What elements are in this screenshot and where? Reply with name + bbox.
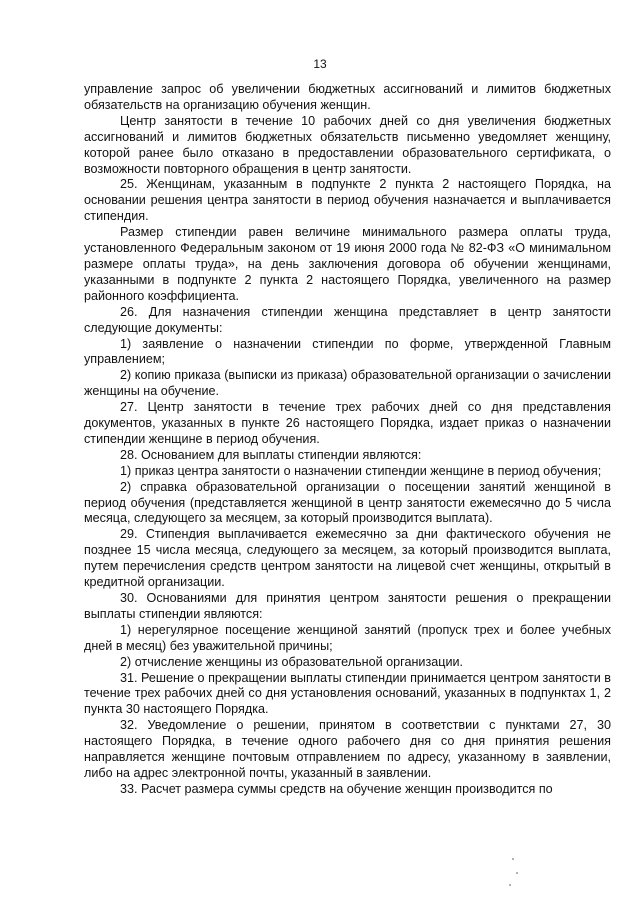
paragraph-stipend-amount: Размер стипендии равен величине минимального размера оплаты труда, установленного Федеральным законом от 19 июня 2000 года № 82-ФЗ «О минимальном размере оплаты труда», на день заключения договора об обучении женщинами, указанными в подпункте 2 пункта 2 настоящего Порядка, увеличенного на размер районного коэффициента. [84, 225, 611, 303]
paragraph-30-item-2: 2) отчисление женщины из образовательной организации. [120, 654, 464, 669]
paragraph-26-item-2: 2) копию приказа (выписки из приказа) образовательной организации о зачислении женщины на обучение. [84, 368, 611, 399]
paragraph-28-item-1: 1) приказ центра занятости о назначении стипендии женщине в период обучения; [120, 463, 602, 478]
page-number: 13 [313, 57, 327, 71]
paragraph-30-item-1: 1) нерегулярное посещение женщиной занятий (пропуск трех и более учебных дней в месяц) без уважительной причины; [84, 622, 611, 653]
paragraph-32: 32. Уведомление о решении, принятом в соответствии с пунктами 27, 30 настоящего Порядка, в течение одного рабочего дня со дня принятия решения направляется женщине почтовым отправлением по адресу, указанному в заявлении, либо на адрес электронной почты, указанный в заявлении. [84, 718, 611, 780]
paragraph-26-item-1: 1) заявление о назначении стипендии по форме, утвержденной Главным управлением; [84, 336, 611, 367]
scan-speck [509, 884, 511, 886]
paragraph-26: 26. Для назначения стипендии женщина представляет в центр занятости следующие документы: [84, 304, 611, 335]
paragraph-29: 29. Стипендия выплачивается ежемесячно за дни фактического обучения не позднее 15 числа месяца, следующего за месяцем, за который производится выплата, путем перечисления средств центром занятости на лицевой счет женщины, открытый в кредитной организации. [84, 527, 611, 590]
paragraph-30: 30. Основаниями для принятия центром занятости решения о прекращении выплаты стипендии являются: [84, 591, 611, 621]
paragraph-31: 31. Решение о прекращении выплаты стипендии принимается центром занятости в течение трех рабочих дней со дня установления оснований, указанных в подпунктах 1, 2 пункта 30 настоящего Порядка. [84, 670, 611, 717]
paragraph-27: 27. Центр занятости в течение трех рабочих дней со дня представления документов, указанных в пункте 26 настоящего Порядка, издает приказ о назначении стипендии женщине в период обучения. [84, 400, 611, 446]
scan-speck [512, 858, 514, 860]
paragraph-33: 33. Расчет размера суммы средств на обучение женщин производится по [120, 781, 553, 796]
scan-speck [516, 872, 518, 874]
paragraph-28: 28. Основанием для выплаты стипендии являются: [120, 447, 422, 462]
document-body [84, 82, 611, 798]
paragraph-28-item-2: 2) справка образовательной организации о посещении занятий женщиной в период обучения (представляется женщиной в центр занятости ежемесячно до 5 числа месяца, следующего за месяцем, за который производится выплата). [84, 479, 611, 526]
paragraph-employment-center-notice: Центр занятости в течение 10 рабочих дней со дня увеличения бюджетных ассигнований и лимитов бюджетных обязательств письменно уведомляет женщину, которой ранее было отказано в предоставлении образовательного сертификата, о возможности повторного обращения в центр занятости. [84, 113, 611, 176]
paragraph-continuation: управление запрос об увеличении бюджетных ассигнований и лимитов бюджетных обязательств на организацию обучения женщин. [84, 82, 611, 112]
paragraph-25: 25. Женщинам, указанным в подпункте 2 пункта 2 настоящего Порядка, на основании решения центра занятости в период обучения назначается и выплачивается стипендия. [84, 177, 611, 224]
